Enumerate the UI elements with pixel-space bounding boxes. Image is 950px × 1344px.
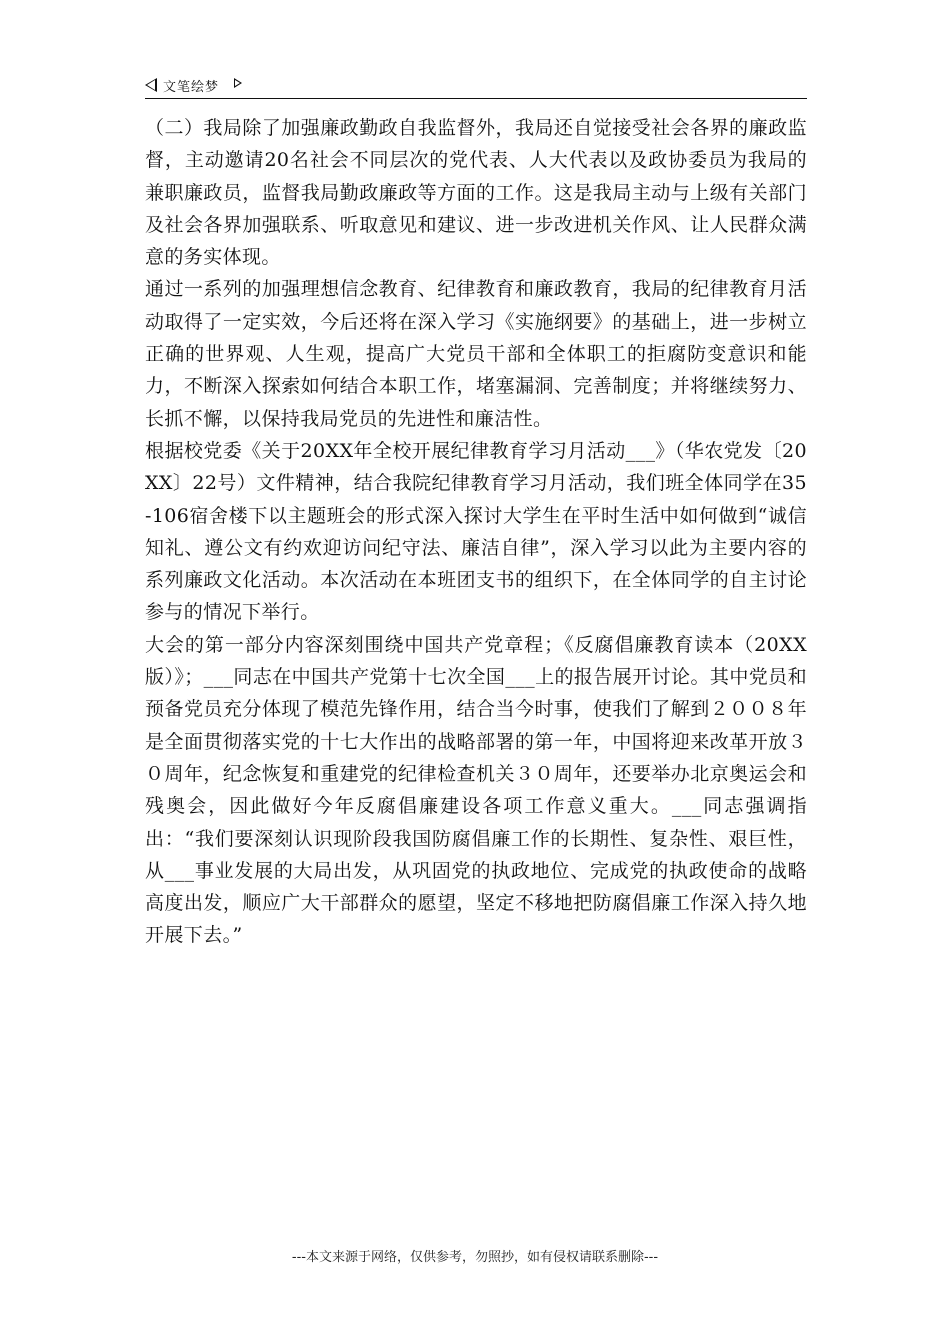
paragraph-2: 通过一系列的加强理想信念教育、纪律教育和廉政教育，我局的纪律教育月活动取得了一定实效，今后还将在深入学习《实施纲要》的基础上，进一步树立正确的世界观、人生观，提高广大党员干部和全体职工的拒腐防变意识和能力，不断深入探索如何结合本职工作，堵塞漏洞、完善制度；并将继续努力、长抓不懈，以保持我局党员的先进性和廉洁性。: [145, 278, 807, 430]
page-header: [145, 72, 807, 98]
document-body: [145, 112, 807, 952]
paragraph-4: 大会的第一部分内容深刻围绕中国共产党章程；《反腐倡廉教育读本（20XX版）》；___同志在中国共产党第十七次全国___上的报告展开讨论。其中党员和预备党员充分体现了模范先锋作用，结合当今时事，使我们了解到２００８年是全面贯彻落实党的十七大作出的战略部署的第一年，中国将迎来改革开放３０周年，纪念恢复和重建党的纪律检查机关３０周年，还要举办北京奥运会和残奥会，因此做好今年反腐倡廉建设各项工作意义重大。___同志强调指出：“我们要深刻认识现阶段我国防腐倡廉工作的长期性、复杂性、艰巨性，从___事业发展的大局出发，从巩固党的执政地位、完成党的执政使命的战略高度出发，顺应广大干部群众的愿望，坚定不移地把防腐倡廉工作深入持久地开展下去。”: [145, 633, 807, 947]
paragraph-3: 根据校党委《关于20XX年全校开展纪律教育学习月活动___》（华农党发〔20XX〕22号）文件精神，结合我院纪律教育学习月活动，我们班全体同学在35-106宿舍楼下以主题班会的形式深入探讨大学生在平时生活中如何做到“诚信知礼、遵公文有约欢迎访问纪守法、廉洁自律”，深入学习以此为主要内容的系列廉政文化活动。本次活动在本班团支书的组织下，在全体同学的自主讨论参与的情况下举行。: [145, 439, 807, 624]
footer-notice: ---本文来源于网络，仅供参考，勿照抄，如有侵权请联系删除---: [291, 1250, 659, 1265]
paragraph-1: （二）我局除了加强廉政勤政自我监督外，我局还自觉接受社会各界的廉政监督，主动邀请20名社会不同层次的党代表、人大代表以及政协委员为我局的兼职廉政员，监督我局勤政廉政等方面的工作。这是我局主动与上级有关部门及社会各界加强联系、听取意见和建议、进一步改进机关作风、让人民群众满意的务实体现。: [145, 117, 807, 269]
triangle-left-icon: [145, 78, 157, 92]
header-brand: 文笔绘梦: [163, 80, 220, 95]
header-divider: [145, 98, 807, 99]
triangle-right-icon: [234, 78, 242, 88]
